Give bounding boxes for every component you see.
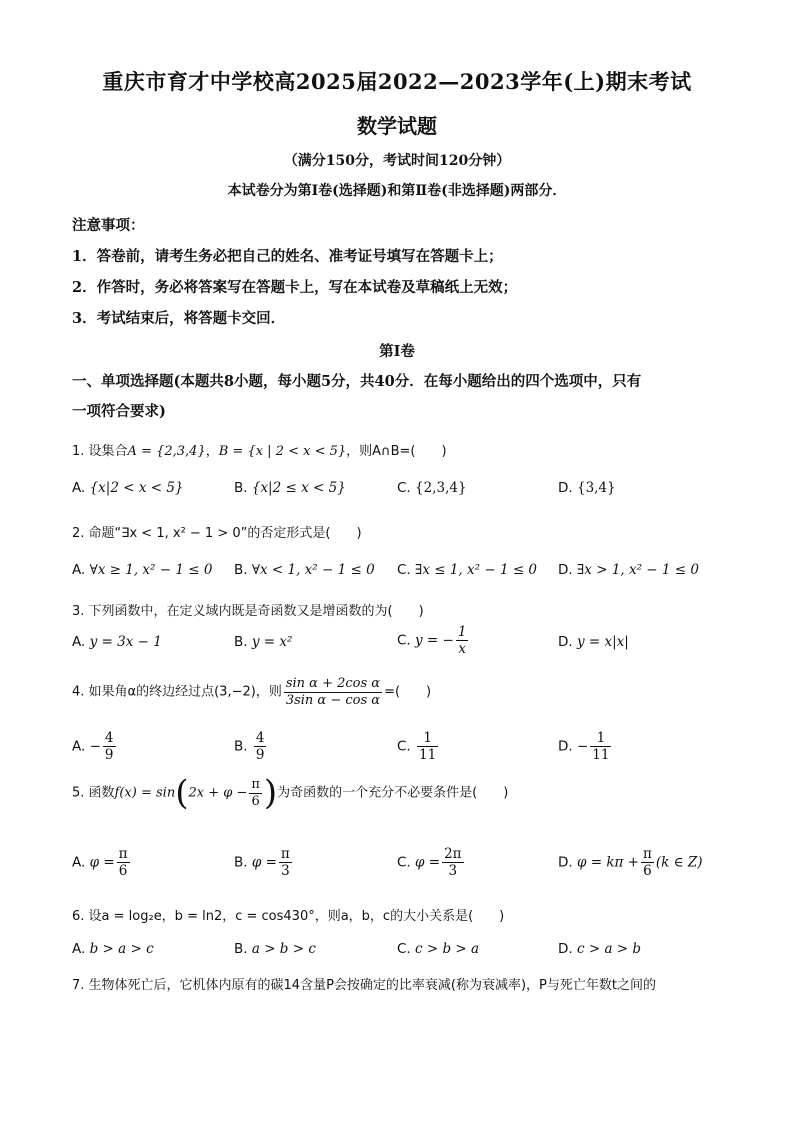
option-b: B. ∀x < 1, x² − 1 ≤ 0 — [234, 562, 375, 578]
option-a: A. ∀x ≥ 1, x² − 1 ≤ 0 — [72, 562, 213, 578]
set-a: A = {2,3,4} — [127, 444, 206, 459]
exam-subtitle: 数学试题 — [357, 114, 437, 138]
option-a: A. φ = $\frac{\pi}{6}$ — [72, 846, 128, 880]
option-a: A. y = 3x − 1 — [72, 634, 162, 650]
exam-intro: 本试卷分为第Ⅰ卷(选择题)和第Ⅱ卷(非选择题)两部分． — [227, 183, 567, 199]
option-d: D. y = x|x| — [558, 634, 629, 650]
option-b: B. φ = $\frac{\pi}{3}$ — [234, 846, 290, 880]
option-a: A. {x|2 < x < 5} — [72, 480, 184, 496]
option-d: D. {3,4} — [558, 480, 616, 496]
exam-info: （满分150分，考试时间120分钟） — [283, 153, 511, 169]
exam-title: 重庆市育才中学校高2025届2022—2023学年(上)期末考试 — [102, 69, 692, 94]
question-4 — [72, 676, 431, 708]
notes-heading: 注意事项： — [72, 217, 145, 234]
note-item: 1．答卷前，请考生务必把自己的姓名、准考证号填写在答题卡上； — [72, 248, 503, 265]
question-1-stem: 1. 设集合 — [72, 444, 128, 459]
option-a: A. b > a > c — [72, 941, 154, 957]
question-4-stem: 4. 如果角α的终边经过点(3,−2)，则 — [72, 684, 282, 700]
option-d: D. c > a > b — [558, 941, 642, 957]
question-7-stem: 7. 生物体死亡后，它机体内原有的碳14含量P会按确定的比率衰减(称为衰减率)，P与死亡年数t之间的 — [72, 978, 656, 993]
question-1 — [72, 440, 447, 459]
option-c: C. {2,3,4} — [397, 480, 467, 496]
note-item: 2．作答时，务必将答案写在答题卡上，写在本试卷及草稿纸上无效； — [72, 279, 518, 296]
question-2-stem: 2. 命题“∃x < 1, x² − 1 > 0”的否定形式是( ) — [72, 526, 362, 541]
option-c: C. c > b > a — [397, 941, 480, 957]
option-b: B. $\frac{4}{9}$ — [234, 730, 265, 764]
option-b: B. a > b > c — [234, 941, 316, 957]
question-4-stem-end: =( ) — [384, 684, 432, 700]
section-heading-cont: 一项符合要求) — [72, 403, 166, 420]
option-c: C. y = − $\frac{1}{x}$ — [397, 624, 467, 658]
separator: ， — [205, 444, 219, 459]
question-1-stem-end: ，则A∩B=( ) — [346, 444, 447, 459]
part-heading: 第Ⅰ卷 — [379, 343, 415, 360]
fraction: $\frac{\text{sin α + 2cos α}}{\text{3sin α − cos α}}$ — [285, 676, 381, 708]
option-b: B. y = x² — [234, 634, 293, 650]
option-c: C. φ = $\frac{2\pi}{3}$ — [397, 846, 462, 880]
option-d: D. − $\frac{1}{11}$ — [558, 730, 610, 764]
option-c: C. $\frac{1}{11}$ — [397, 730, 437, 764]
fraction: $\frac{1}{x}$ — [457, 624, 467, 658]
option-c: C. ∃x ≤ 1, x² − 1 ≤ 0 — [397, 562, 538, 578]
option-d: D. ∃x > 1, x² − 1 ≤ 0 — [558, 562, 699, 578]
section-heading: 一、单项选择题(本题共8小题，每小题5分，共40分．在每小题给出的四个选项中，只有 — [72, 373, 642, 390]
question-3-stem: 3. 下列函数中，在定义域内既是奇函数又是增函数的为( ) — [72, 604, 424, 619]
question-5: 5. 函数f(x) = sin(2x + φ − $\frac{\pi}{6}$ )为奇函数的一个充分不必要条件是( ) — [72, 773, 509, 813]
set-b: B = {x | 2 < x < 5} — [218, 444, 347, 459]
option-b: B. {x|2 ≤ x < 5} — [234, 480, 346, 496]
option-d: D. φ = kπ + $\frac{\pi}{6}$ (k ∈ Z) — [558, 846, 703, 880]
question-6-stem: 6. 设a = log₂e，b = ln2，c = cos430°，则a，b，c的大小关系是( ) — [72, 909, 505, 924]
option-a: A. − $\frac{4}{9}$ — [72, 730, 114, 764]
note-item: 3．考试结束后，将答题卡交回． — [72, 310, 286, 327]
